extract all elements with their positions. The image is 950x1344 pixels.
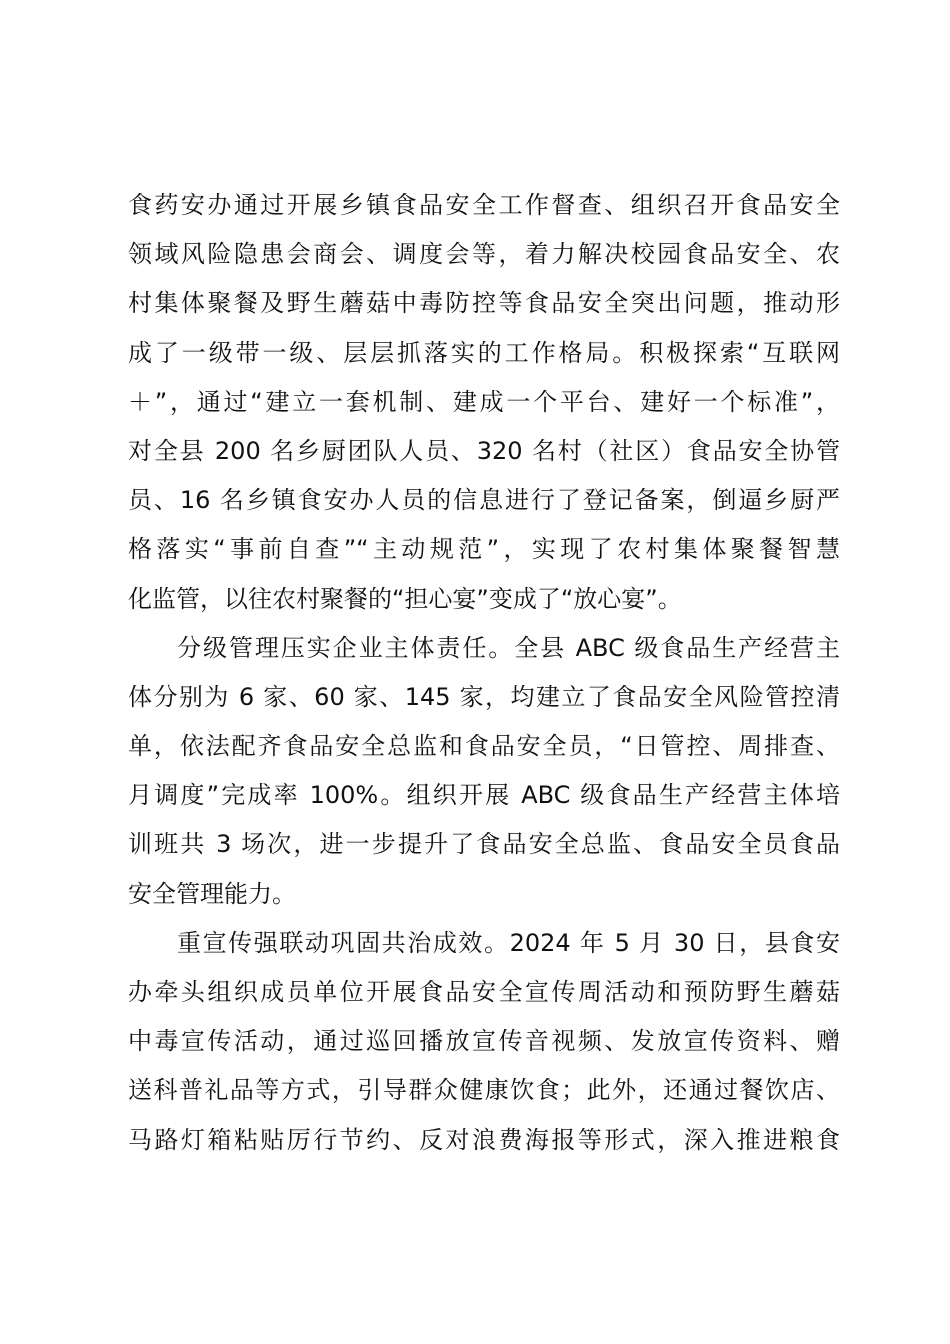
text-line: 安全管理能力。 (128, 879, 296, 908)
text-line: 训班共 3 场次，进一步提升了食品安全总监、食品安全员食品 (128, 830, 840, 859)
text-line: 送科普礼品等方式，引导群众健康饮食；此外，还通过餐饮店、 (128, 1076, 840, 1105)
text-line: ＋”，通过“建立一套机制、建成一个平台、建好一个标准”， (128, 387, 840, 416)
text-line: 马路灯箱粘贴厉行节约、反对浪费海报等形式，深入推进粮食 (128, 1125, 840, 1154)
text-line: 化监管，以往农村聚餐的“担心宴”变成了“放心宴”。 (128, 584, 682, 613)
paragraph-heading-line: 重宣传强联动巩固共治成效。2024 年 5 月 30 日，县食安 (177, 928, 840, 957)
text-line: 成了一级带一级、层层抓落实的工作格局。积极探索“互联网 (128, 338, 840, 367)
text-line: 格落实“事前自查”“主动规范”，实现了农村集体聚餐智慧 (128, 535, 840, 564)
text-line: 中毒宣传活动，通过巡回播放宣传音视频、发放宣传资料、赠 (128, 1027, 840, 1056)
text-line: 村集体聚餐及野生蘑菇中毒防控等食品安全突出问题，推动形 (128, 289, 840, 318)
text-line: 领域风险隐患会商会、调度会等，着力解决校园食品安全、农 (128, 240, 840, 269)
paragraph-heading-line: 分级管理压实企业主体责任。全县 ABC 级食品生产经营主 (177, 633, 840, 662)
text-line: 单，依法配齐食品安全总监和食品安全员，“日管控、周排查、 (128, 732, 840, 761)
text-line: 员、16 名乡镇食安办人员的信息进行了登记备案，倒逼乡厨严 (128, 486, 840, 515)
body-text (128, 181, 840, 1165)
text-line: 办牵头组织成员单位开展食品安全宣传周活动和预防野生蘑菇 (128, 978, 840, 1006)
text-line: 体分别为 6 家、60 家、145 家，均建立了食品安全风险管控清 (128, 682, 840, 711)
text-line: 食药安办通过开展乡镇食品安全工作督查、组织召开食品安全 (128, 191, 840, 219)
text-line: 月调度”完成率 100%。组织开展 ABC 级食品生产经营主体培 (128, 781, 840, 810)
text-line: 对全县 200 名乡厨团队人员、320 名村（社区）食品安全协管 (128, 436, 840, 465)
